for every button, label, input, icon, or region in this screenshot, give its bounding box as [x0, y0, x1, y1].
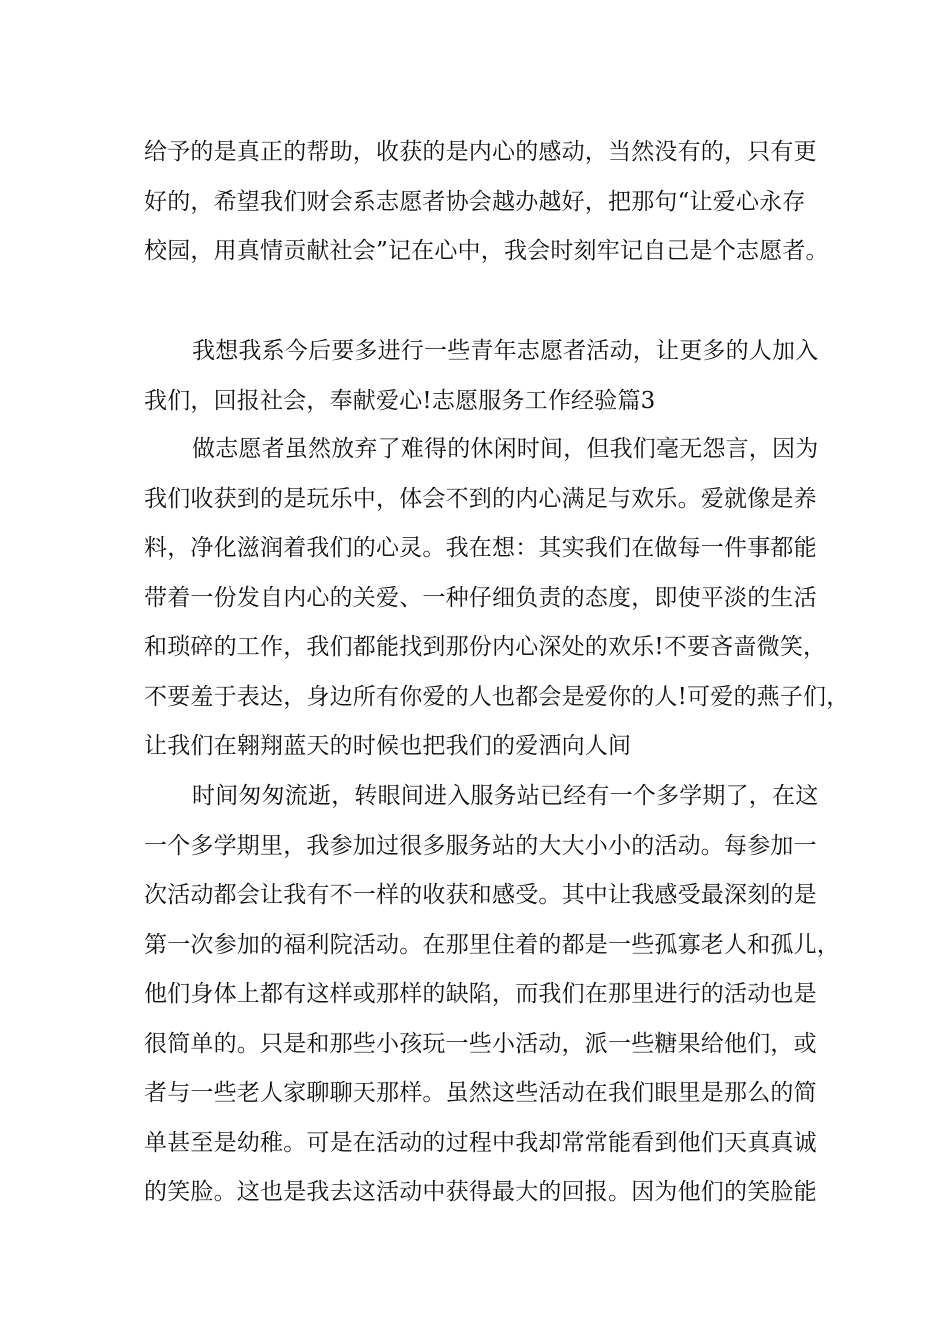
text-line: 不要羞于表达，身边所有你爱的人也都会是爱你的人!可爱的燕子们， [144, 683, 850, 710]
text-line: 时间匆匆流逝，转眼间进入服务站已经有一个多学期了，在这 [192, 783, 819, 809]
paragraph-2 [144, 327, 834, 426]
text-line: 给予的是真正的帮助，收获的是内心的感动，当然没有的，只有更 [144, 139, 817, 165]
text-line: 校园，用真情贡献社会”记在心中，我会时刻牢记自己是个志愿者。 [144, 238, 829, 264]
text-line: 让我们在翱翔蓝天的时候也把我们的爱洒向人间 [144, 733, 632, 759]
text-line: 好的，希望我们财会系志愿者协会越办越好，把那句“让爱心永存 [144, 188, 806, 215]
text-line: 带着一份发自内心的关爱、一种仔细负责的态度，即使平淡的生活 [144, 584, 817, 611]
text-line: 他们身体上都有这样或那样的缺陷，而我们在那里进行的活动也是 [144, 981, 817, 1007]
text-line: 一个多学期里，我参加过很多服务站的大大小小的活动。每参加一 [144, 832, 817, 859]
text-line: 次活动都会让我有不一样的收获和感受。其中让我感受最深刻的是 [144, 882, 817, 908]
paragraph-4 [144, 772, 840, 1218]
text-line: 单甚至是幼稚。可是在活动的过程中我却常常能看到他们天真真诚 [144, 1129, 817, 1156]
text-line: 第一次参加的福利院活动。在那里住着的都是一些孤寡老人和孤儿， [144, 931, 840, 958]
text-line: 我想我系今后要多进行一些青年志愿者活动，让更多的人加入 [192, 338, 819, 364]
text-line: 很简单的。只是和那些小孩玩一些小活动，派一些糖果给他们，或 [144, 1030, 817, 1057]
paragraph-3 [144, 425, 850, 772]
text-line: 我们，回报社会，奉献爱心!志愿服务工作经验篇3 [144, 387, 656, 414]
text-line: 做志愿者虽然放弃了难得的休闲时间，但我们毫无怨言，因为 [192, 436, 819, 462]
text-line: 的笑脸。这也是我去这活动中获得最大的回报。因为他们的笑脸能 [144, 1179, 817, 1205]
paragraph-1 [144, 128, 834, 277]
text-line: 料，净化滋润着我们的心灵。我在想：其实我们在做每一件事都能 [144, 535, 817, 561]
text-line: 者与一些老人家聊聊天那样。虽然这些活动在我们眼里是那么的简 [144, 1080, 817, 1106]
text-line: 和琐碎的工作，我们都能找到那份内心深处的欢乐!不要吝啬微笑， [144, 634, 827, 660]
text-line: 我们收获到的是玩乐中，体会不到的内心满足与欢乐。爱就像是养 [144, 485, 817, 512]
